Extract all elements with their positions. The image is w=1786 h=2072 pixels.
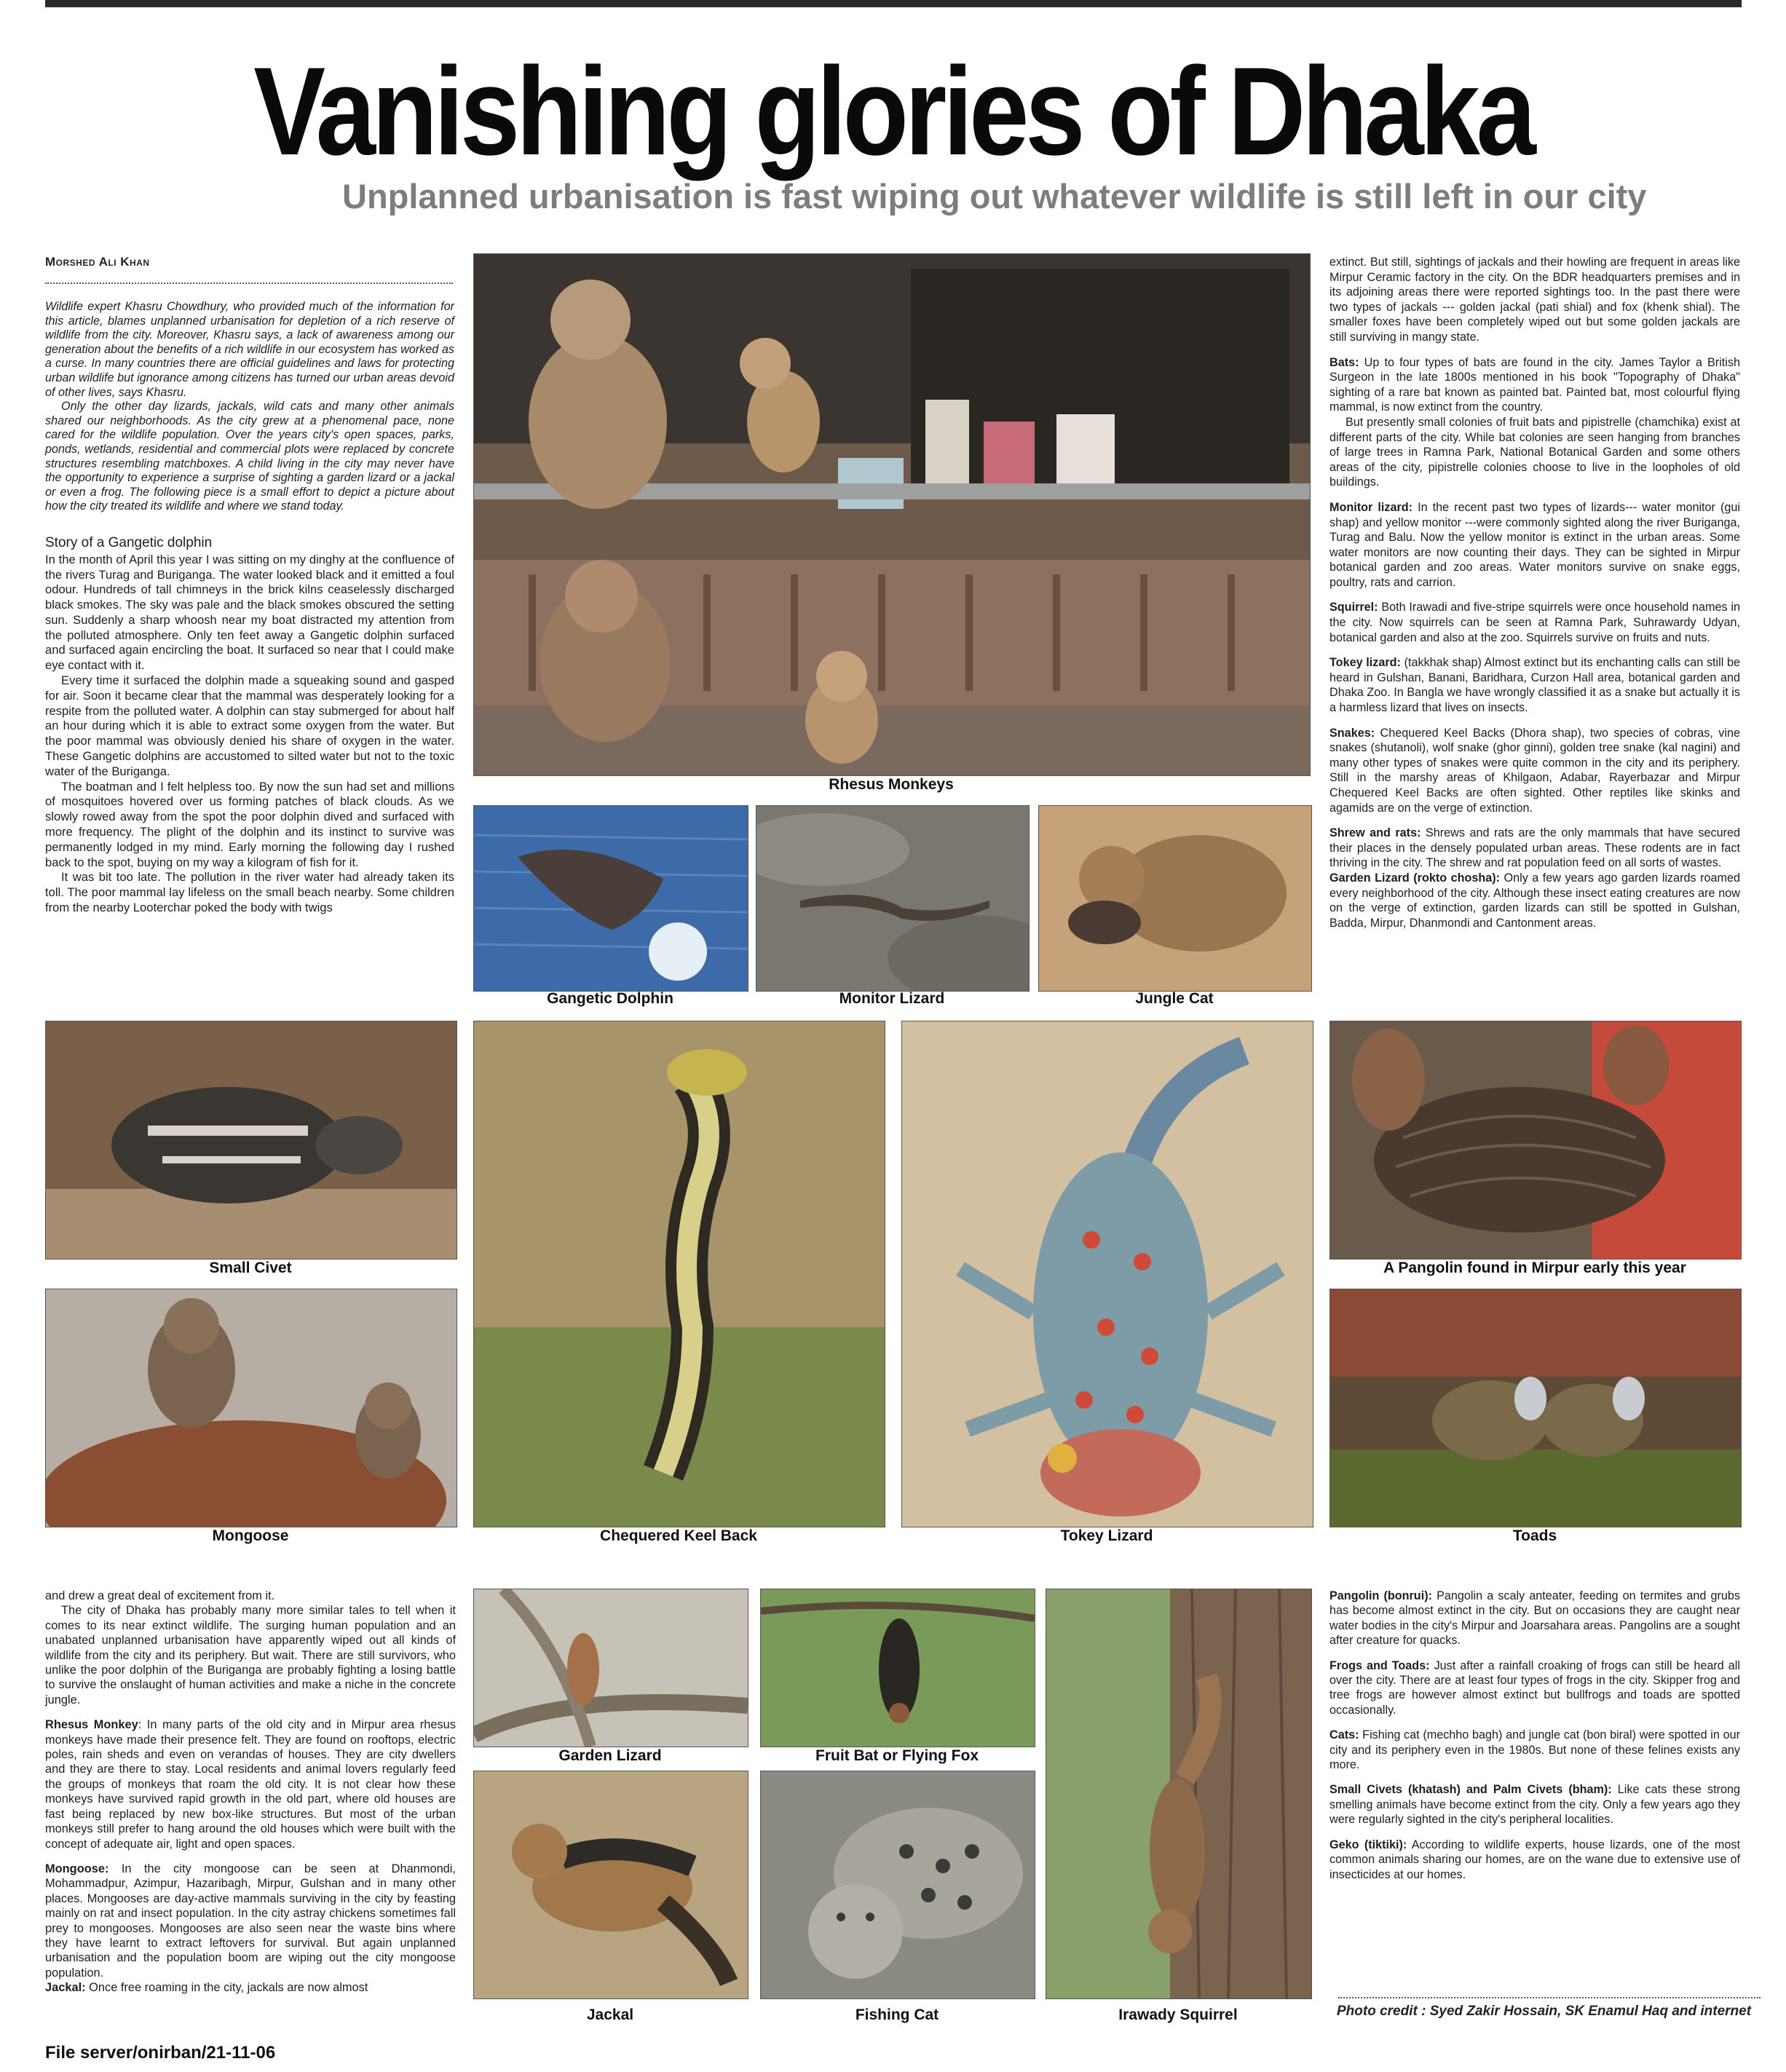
section-text: Pangolin a scaly anteater, feeding on termites and grubs has become almost extinct in the city. But on occasions they are caught near water bodies in the city's Mirpur and Joarsahara areas. Pangolins are a sought after creature for quacks. [1329, 1589, 1740, 1648]
photo-jungle-cat [1038, 805, 1312, 992]
section-text: In the city mongoose can be seen at Dhanmondi, Mohammadpur, Azimpur, Hazaribagh, Mirpur, Gulshan and in many other places. Mongooses are day-active mammals surviving in the city by feasting mainly on rat and insect population. In the city astray chickens sometimes fall prey to mongooses. Mongooses are also seen near the waste bins where they have learnt to extract leftovers for survival. But again unplanned urbanisation and the population boom are wiping out the city mongoose population. [45, 1862, 456, 1980]
jungle-cat-image [1039, 806, 1311, 991]
caption-monitor-lizard: Monitor Lizard [839, 990, 945, 1007]
photo-tokey-lizard [901, 1021, 1313, 1527]
caption-toads: Toads [1512, 1527, 1557, 1544]
section-label: Pangolin (bonrui): [1329, 1589, 1432, 1602]
byline: Morshed Ali Khan [45, 255, 150, 269]
credit-divider [1338, 1997, 1761, 1998]
intro-block [45, 300, 454, 514]
irawady-squirrel-image [1046, 1589, 1311, 1998]
fishing-cat-image [761, 1771, 1035, 1998]
story-continued: The city of Dhaka has probably many more similar tales to tell when it comes to its near extinct wildlife. The surging human population and an unabated unplanned urbanisation have apparently wiped out all kinds of wildlife from the city and its periphery. But wait. There are still survivors, who unlike the poor dolphin of the Buriganga are probably fighting a losing battle to survive the onslaught of human activities and make a niche in the concrete jungle. [45, 1604, 456, 1707]
caption-jungle-cat: Jungle Cat [1135, 990, 1214, 1007]
pangolin-image [1330, 1021, 1741, 1259]
photo-gangetic-dolphin [473, 805, 748, 992]
caption-mongoose: Mongoose [212, 1527, 289, 1544]
section-label: Garden Lizard (rokto chosha): [1329, 871, 1501, 885]
section-label: Rhesus Monkey [45, 1718, 138, 1732]
section-label: Monitor lizard: [1329, 500, 1413, 514]
section-label: Frogs and Toads: [1329, 1658, 1430, 1672]
section-label: Shrew and rats: [1329, 826, 1421, 840]
small-civet-image [46, 1021, 457, 1259]
photo-fruit-bat [760, 1589, 1035, 1747]
photo-mongoose [45, 1289, 457, 1527]
story-paragraph: Every time it surfaced the dolphin made a squeaking sound and gasped for air. Soon it became clear that the mammal was desperately looking for a respite from the polluted water. A dolphin can stay submerged for about half an hour during which it is able to extract some oxygen from the water. But the poor mammal was obviously denied his share of oxygen in the water. These Gangetic dolphins are accustomed to silted water but not to the toxic water of the Buriganga. [45, 673, 454, 778]
photo-jackal [473, 1771, 748, 1999]
story-continued: and drew a great deal of excitement from it. [45, 1589, 275, 1602]
section-snakes [1329, 726, 1740, 816]
garden-lizard-image [474, 1589, 748, 1747]
chequered-keel-back-image [474, 1021, 885, 1527]
article-left-column [45, 300, 454, 916]
jackal-continued: extinct. But still, sightings of jackals and their howling are frequent in areas like Mirpur Ceramic factory in the city. On the BDR headquarters premises and in its adjoining areas there were reported sightings too. In the past there were two types of jackals --- golden jackal (pati shial) and fox (khenk shial). The smaller foxes have been completely wiped out but some golden jackals are still surviving in mangy state. [1329, 256, 1740, 344]
section-label: Mongoose: [45, 1862, 109, 1875]
section-shrew [1329, 826, 1740, 871]
section-label: Small Civets (khatash) and Palm Civets (bham): [1329, 1783, 1612, 1797]
caption-jackal: Jackal [586, 2006, 634, 2023]
section-text: Shrews and rats are the only mammals that have secured their places in the densely populated urban areas. These rodents are in fact thriving in the city. The shrew and rat population feed on all sorts of wastes. [1329, 826, 1740, 870]
section-label: Jackal: [45, 1981, 86, 1995]
section-geko [1329, 1838, 1740, 1882]
section-bats-extra: But presently small colonies of fruit bats and pipistrelle (chamchika) exist at different parts of the city. While bat colonies are seen hanging from branches of large trees in Ramna Park, National Botanical Garden and some others areas of the city, pipistrelle colonies choose to live in the loopholes of old buildings. [1329, 415, 1740, 489]
section-cats [1329, 1728, 1740, 1772]
section-text: Chequered Keel Backs (Dhora shap), two species of cobras, vine snakes (shutanoli), wolf snake (ghor ginni), golden tree snake (kal nagini) and many other types of snakes were quite common in the city and its periphery. Still in the marshy areas of Khilgaon, Adabar, Rayerbazar and Mirpur Chequered Keel Backs are often sighted. Other reptiles like skinks and agamids are on the verge of extinction. [1329, 726, 1740, 815]
story-paragraph: In the month of April this year I was sitting on my dinghy at the confluence of the rivers Turag and Buriganga. The water looked black and it emitted a foul odour. Hundreds of tall chimneys in the brick kilns ceaselessly discharged black smokes. The sky was pale and the black smokes obscured the setting sun. Suddenly a sharp whoosh near my boat distracted my attention from the polluted atmosphere. Only ten feet away a Gangetic dolphin surfaced and surfaced again encircling the boat. It surfaced so near that I could make eye contact with it. [45, 552, 454, 673]
section-mongoose [45, 1862, 456, 1980]
section-text: Just after a rainfall croaking of frogs can still be heard all over the city. There are at least four types of frogs in the city. Skipper frog and tree frogs are however almost extinct but bullfrogs and toads are spotted occasionally. [1329, 1658, 1740, 1717]
page-subhead: Unplanned urbanisation is fast wiping out whatever wildlife is still left in our city [342, 177, 1647, 215]
section-text: (takkhak shap) Almost extinct but its enchanting calls can still be heard in Gulshan, Banani, Baridhara, Curzon Hall area, botanical garden and Dhaka Zoo. In Bangla we have wrongly classified it as a snake but actually it is a harmless lizard that lives on insects. [1329, 656, 1740, 715]
intro-paragraph: Only the other day lizards, jackals, wild cats and many other animals shared our neighborhoods. As the city grew at a phenomenal pace, none cared for the wildlife population. Over the years city's open spaces, parks, ponds, wetlands, residential and commercial plots were replaced by concrete structures resembling matchboxes. A child living in the city may never have the opportunity to experience a surprise of sighting a garden lizard or a jackal or even a frog. The following piece is a small effort to depict a picture about how the city treated its wildlife and where we stand today. [45, 400, 454, 513]
section-text: Up to four types of bats are found in the city. James Taylor a British Surgeon in the late 1800s mentioned in his book "Topography of Dhaka" sighting of a rare bat known as painted bat. Painted bat, most colourful flying mammal, is now extinct from the country. [1329, 355, 1740, 414]
caption-fruit-bat: Fruit Bat or Flying Fox [815, 1747, 979, 1764]
section-monitor [1329, 500, 1740, 590]
section-text: : In many parts of the old city and in Mirpur area rhesus monkeys have made their presence felt. They are found on rooftops, electric poles, rain sheds and even on verandas of houses. They are city dwellers and they are there to stay. Local residents and animal lovers regularly feed the groups of monkeys that roam the old city. It is not clear how these monkeys have survived rapid growth in the old part, where old houses are fast being replaced by new box-like structures. But most of the urban monkeys still prefer to hang around the old houses which were built with the concept of adequate air, light and open spaces. [45, 1718, 456, 1851]
section-text: Once free roaming in the city, jackals are now almost [85, 1981, 368, 1995]
section-label: Squirrel: [1329, 601, 1378, 614]
story-paragraph: The boatman and I felt helpless too. By now the sun had set and millions of mosquitoes hovered over us forming patches of black clouds. As we slowly rowed away from the spot the poor dolphin dived and surfaced with more frequency. The plight of the dolphin and its instinct to survive was permanently lodged in my mind. Early morning the following day I rushed back to the spot, buying on my way a kilogram of fish for it. [45, 779, 454, 869]
gangetic-dolphin-image [474, 806, 748, 991]
photo-garden-lizard [473, 1589, 748, 1747]
photo-irawady-squirrel [1046, 1589, 1312, 1999]
photo-pangolin [1329, 1021, 1742, 1260]
section-frogs [1329, 1658, 1740, 1718]
photo-toads [1329, 1289, 1742, 1527]
section-bats [1329, 355, 1740, 415]
story-paragraph: It was bit too late. The pollution in the river water had already taken its toll. The poor mammal lay lifeless on the small beach nearby. Some children from the nearby Looterchar poked the body with twigs [45, 870, 454, 915]
caption-rhesus-monkeys: Rhesus Monkeys [829, 776, 954, 793]
photo-monitor-lizard [756, 805, 1030, 992]
section-text: According to wildlife experts, house lizards, one of the most common animals sharing our homes, are on the wane due to extensive use of insecticides at our homes. [1329, 1838, 1740, 1881]
story-title: Story of a Gangetic dolphin [45, 534, 213, 550]
caption-pangolin: A Pangolin found in Mirpur early this year [1383, 1260, 1686, 1276]
photo-chequered-keel-back [473, 1021, 885, 1527]
tokey-lizard-image [902, 1021, 1313, 1527]
article-left-column-bottom [45, 1589, 456, 1996]
photo-small-civet [45, 1021, 457, 1260]
caption-chequered-keel-back: Chequered Keel Back [600, 1527, 757, 1544]
caption-tokey-lizard: Tokey Lizard [1060, 1527, 1153, 1544]
section-pangolin [1329, 1589, 1740, 1648]
caption-fishing-cat: Fishing Cat [855, 2006, 939, 2023]
mongoose-image [46, 1289, 457, 1527]
section-rhesus [45, 1717, 456, 1851]
article-right-column-top [1329, 255, 1740, 930]
article-right-column-bottom [1329, 1589, 1740, 1882]
section-label: Bats: [1329, 355, 1359, 369]
toads-image [1330, 1289, 1741, 1527]
section-garden-lizard [1329, 871, 1740, 930]
section-text: Both Irawadi and five-stripe squirrels were once household names in the city. Now squirrels can be seen at Ramna Park, Suhrawardy Udyan, botanical garden and also at the zoo. Squirrels survive on fruits and nuts. [1329, 601, 1740, 644]
caption-irawady-squirrel: Irawady Squirrel [1118, 2006, 1238, 2023]
photo-credit: Photo credit : Syed Zakir Hossain, SK Enamul Haq and internet [1337, 2004, 1752, 2019]
section-jackal [45, 1980, 456, 1995]
photo-fishing-cat [760, 1771, 1035, 1999]
section-label: Cats: [1329, 1728, 1359, 1742]
section-squirrel [1329, 600, 1740, 645]
page-headline: Vanishing glories of Dhaka [253, 41, 1533, 181]
caption-garden-lizard: Garden Lizard [558, 1747, 662, 1764]
intro-paragraph: Wildlife expert Khasru Chowdhury, who provided much of the information for this article, blames unplanned urbanisation for depletion of a rich reserve of wildlife from the city. Moreover, Khasru says, a lack of awareness among our generation about the benefits of a rich wildlife in our ecosystem has worked as a curse. In many countries there are official guidelines and laws for protecting urban wildlife but ignorance among citizens has turned our urban areas devoid of other lives, says Khasru. [45, 300, 454, 399]
photo-rhesus-monkeys [473, 253, 1311, 776]
section-label: Geko (tiktiki): [1329, 1838, 1407, 1851]
byline-divider [45, 282, 453, 284]
section-label: Tokey lizard: [1329, 656, 1401, 670]
section-text: Fishing cat (mechho bagh) and jungle cat (bon biral) were spotted in our city and its periphery even in the 1980s. But none of these felines exists any more. [1329, 1728, 1740, 1772]
section-tokey [1329, 655, 1740, 715]
file-footer: File server/onirban/21-11-06 [45, 2043, 276, 2063]
top-rule [45, 0, 1742, 7]
monitor-lizard-image [756, 806, 1029, 991]
section-label: Snakes: [1329, 726, 1375, 740]
jackal-image [474, 1771, 748, 1998]
section-text: Only a few years ago garden lizards roamed every neighborhood of the city. Although these insect eating creatures are now on the verge of extinction, garden lizards can still be spotted in Gulshan, Badda, Mirpur, Dhanmondi and Cantonment areas. [1329, 871, 1740, 930]
section-civets [1329, 1782, 1740, 1827]
caption-small-civet: Small Civet [209, 1260, 292, 1276]
caption-gangetic-dolphin: Gangetic Dolphin [547, 990, 673, 1007]
section-text: In the recent past two types of lizards--- water monitor (gui shap) and yellow monitor ---were commonly sighted along the river Buriganga, Turag and Balu. Now the yellow monitor is extinct in the urban areas. Some water monitors are now counting their days. They can be sighted in Mirpur botanical garden and zoo areas. Water monitors survive on snake eggs, poultry, rats and carrion. [1329, 500, 1740, 589]
section-text: Like cats these strong smelling animals have become extinct from the city. Only a few years ago they were regularly sighted in the city's peripheral localities. [1329, 1783, 1740, 1827]
rhesus-monkeys-image [474, 254, 1310, 775]
fruit-bat-image [761, 1589, 1035, 1747]
